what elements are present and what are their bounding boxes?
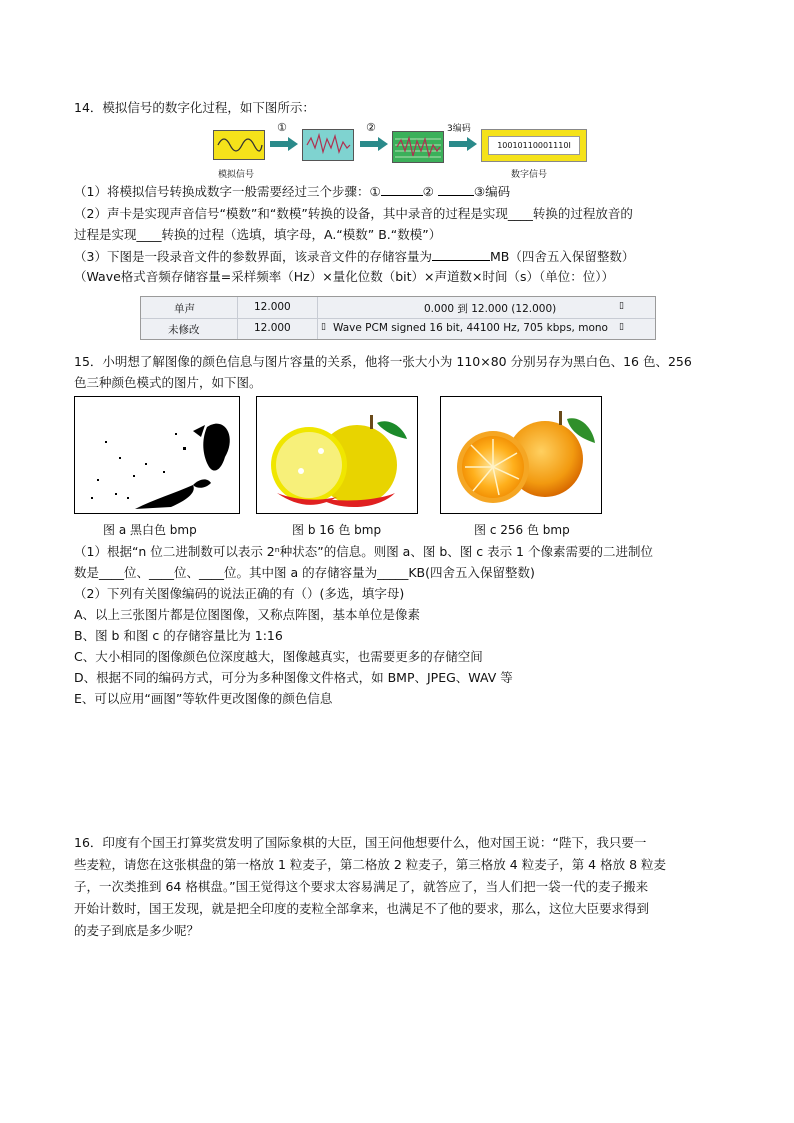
orange-16-color-image (257, 397, 417, 513)
q15-option-b: B、图 b 和图 c 的存储容量比为 1:16 (74, 628, 283, 643)
field-handle-icon: ▯ (321, 322, 326, 332)
caption-image-a: 图 a 黑白色 bmp (103, 523, 197, 537)
format-info: Wave PCM signed 16 bit, 44100 Hz, 705 kbps, mono (333, 322, 608, 334)
q14-title: 14．模拟信号的数字化过程，如下图所示： (74, 100, 315, 115)
q14-part2-line1: （2）声卡是实现声音信号“模数”和“数模”转换的设备，其中录音的过程是实现____转换的过程放音的 (74, 206, 633, 221)
duration-value: 12.000 (254, 301, 291, 313)
q15-line2: 色三种颜色模式的图片，如下图。 (74, 375, 262, 390)
q15-part1-line2: 数是____位、____位、____位。其中图 a 的存储容量为_____KB(四舍五入保留整数) (74, 565, 535, 580)
digital-signal-box (481, 129, 587, 162)
quantized-wave-icon (393, 132, 443, 162)
q16-line2: 些麦粒，请您在这张棋盘的第一格放 1 粒麦子，第二格放 2 粒麦子，第三格放 4 粒麦子，第 4 格放 8 粒麦 (74, 857, 667, 872)
image-b-16-color (256, 396, 418, 514)
q15-option-e: E、可以应用“画图”等软件更改图像的颜色信息 (74, 691, 333, 706)
analog-signal-box (213, 130, 265, 160)
q16-line5: 的麦子到底是多少呢？ (74, 923, 200, 938)
answer-blank[interactable] (438, 183, 474, 196)
audio-parameters-panel (140, 296, 656, 340)
sampling-box (302, 129, 354, 161)
orange-256-color-image (441, 397, 601, 513)
image-a-black-white (74, 396, 240, 514)
q15-part2: （2）下列有关图像编码的说法正确的有（）(多选，填字母) (74, 586, 405, 601)
step-1-label: ① (277, 121, 287, 134)
q16-line4: 开始计数时，国王发现，就是把全印度的麦粒全部拿来，也满足不了他的要求，那么，这位大臣要求得到 (74, 901, 650, 916)
length-value: 12.000 (254, 322, 291, 334)
q16-line3: 子，一次类推到 64 格棋盘。”国王觉得这个要求太容易满足了，就答应了，当人们把一袋一代的麦子搬来 (74, 879, 649, 894)
arrow-icon (449, 137, 477, 151)
caption-image-c: 图 c 256 色 bmp (474, 523, 570, 537)
q15-part1-line1: （1）根据“n 位二进制数可以表示 2ⁿ种状态”的信息。则图 a、图 b、图 c 表示 1 个像素需要的二进制位 (74, 544, 653, 559)
panel-divider (237, 297, 238, 339)
arrow-icon (270, 137, 298, 151)
table-row (141, 298, 655, 319)
q15-option-d: D、根据不同的编码方式，可分为多种图像文件格式，如 BMP、JPEG、WAV 等 (74, 670, 513, 685)
arrow-icon (360, 137, 388, 151)
step-2-label: ② (366, 121, 376, 134)
status-label: 未修改 (168, 324, 200, 336)
step-3-label: 3编码 (447, 124, 471, 134)
channel-label: 单声 (174, 303, 195, 315)
q14-part3: （3）下图是一段录音文件的参数界面，该录音文件的存储容量为 MB（四舍五入保留整数） (74, 249, 635, 264)
sine-wave-icon (214, 131, 264, 159)
q14-formula: （Wave格式音频存储容量=采样频率（Hz）×量化位数（bit）×声道数×时间（s）（单位：位）） (74, 269, 614, 284)
sampled-wave-icon (303, 130, 353, 160)
q15-line1: 15．小明想了解图像的颜色信息与图片容量的关系，他将一张大小为 110×80 分别另存为黑白色、16 色、256 (74, 354, 692, 369)
q14-part2-line2: 过程是实现____转换的过程（选填，填字母，A.“模数” B.“数模”） (74, 227, 442, 242)
selection-range: 0.000 到 12.000 (12.000) (424, 303, 557, 315)
q14-part1: （1）将模拟信号转换成数字一般需要经过三个步骤：① ② ③编码 (74, 184, 511, 199)
q16-line1: 16．印度有个国王打算奖赏发明了国际象棋的大臣，国王问他想要什么，他对国王说：“陛下，我只要一 (74, 835, 647, 850)
binary-code: 10010110001110I (488, 136, 580, 155)
q15-option-c: C、大小相同的图像颜色位深度越大，图像越真实，也需要更多的存储空间 (74, 649, 483, 664)
caption-image-b: 图 b 16 色 bmp (292, 523, 382, 537)
field-handle-icon: ▯ (619, 322, 624, 332)
analog-signal-label: 模拟信号 (218, 170, 255, 180)
answer-blank[interactable] (432, 248, 490, 261)
digital-signal-label: 数字信号 (511, 170, 548, 180)
panel-divider (317, 297, 318, 339)
field-handle-icon: ▯ (619, 301, 624, 311)
image-c-256-color (440, 396, 602, 514)
q15-option-a: A、以上三张图片都是位图图像，又称点阵图，基本单位是像素 (74, 607, 421, 622)
table-row (141, 319, 655, 339)
answer-blank[interactable] (381, 183, 423, 196)
quantization-box (392, 131, 444, 163)
orange-bw-image (75, 397, 239, 513)
